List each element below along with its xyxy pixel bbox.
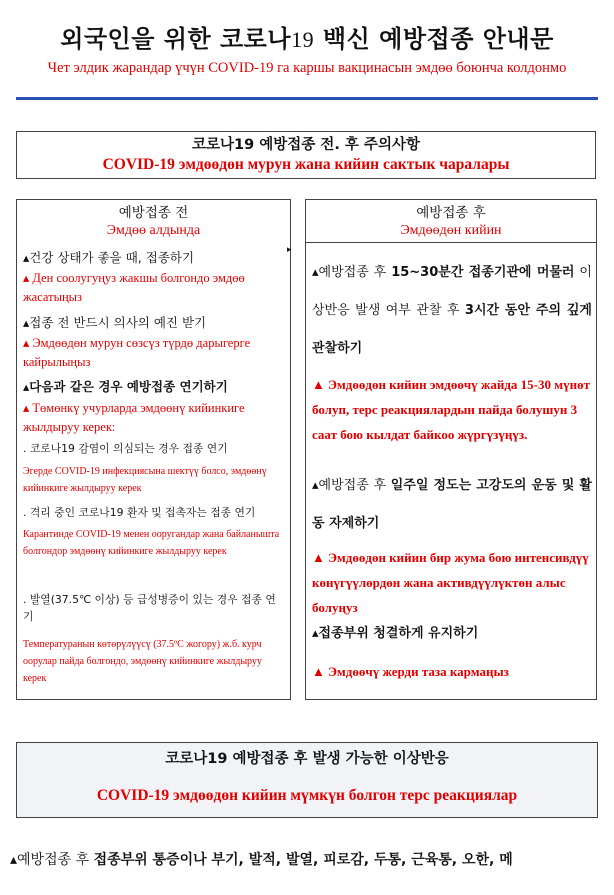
after-item-3 [312,615,592,653]
adverse-title-ko: 코로나19 예방접종 후 발생 가능한 이상반응 [165,751,449,767]
after-item-1-a: ▴예방접종 후 [312,265,392,280]
title-part-a: 외국인을 위한 코로나 [60,25,292,53]
after-item-2 [312,467,592,543]
before-head-ky: Эмдөө алдында [106,223,201,238]
title-divider [16,97,598,100]
adverse-reactions-header [16,742,598,818]
after-item-3-label: ▴접종부위 청결하게 유지하기 [312,626,479,641]
before-item-1: ▴건강 상태가 좋을 때, 접종하기 [23,250,195,265]
before-sub-3: . 발열(37.5℃ 이상) 등 급성병증이 있는 경우 접종 연기 [23,593,276,623]
precautions-title-ky: COVID-19 эмдөөдөн мурун жана кийин сактык чаралары [102,156,510,173]
after-vaccination-panel [305,199,597,700]
title-number: 19 [291,27,315,52]
after-item-1 [312,254,592,368]
after-item-2-b: 일주일 정도는 고강도의 운동 및 활동 자제하기 [312,478,592,531]
after-item-1-ky: ▲ Эмдөөдөн кийин эмдөөчү жайда 15-30 мүнөт болуп, терс реакциялардын пайда болушун 3 саат бою кылдат байкоо жүргүзүңүз. [312,377,590,442]
before-item-3: ▴다음과 같은 경우 예방접종 연기하기 [23,379,228,394]
bottom-text-a: ▴예방접종 후 [10,852,94,868]
before-vaccination-panel [16,199,291,700]
before-item-2-ky: ▴ Эмдөөдөн мурун сөзсүз түрдө дарыгерге кайрылыңыз [23,336,251,369]
before-item-3-ky: ▴ Төмөнкү учурларда эмдөөнү кийинкиге жылдыруу керек: [23,401,245,434]
title-part-b: 백신 예방접종 안내문 [314,25,554,53]
after-item-1-b: 15~30분간 접종기관에 머물러 [391,265,575,280]
bottom-text-b: 접종부위 통증이나 부기, 발적, 발열, 피로감, 두통, 근육통, 오한, 메 [93,852,513,868]
before-sub-1: . 코로나19 감염이 의심되는 경우 접종 연기 [23,442,228,455]
adverse-title-ky: COVID-19 эмдөөдөн кийин мүмкүн болгон терс реакциялар [96,787,518,804]
after-item-2-a: ▴예방접종 후 [312,478,391,493]
page-title [16,22,598,57]
after-panel-header [306,200,596,243]
before-sub-2: . 격리 중인 코로나19 환자 및 접촉자는 접종 연기 [23,506,256,519]
before-sub-2-ky: Карантинде COVID-19 менен ооругандар жана байланышта болгондор эмдөөнү кийинкиге жылдыруу керек [23,529,280,557]
after-item-2-ky: ▲ Эмдөөдөн кийин бир жума бою интенсивдүү көнүгүүлөрдөн жана активдүүлүктөн алыс болуңуз [312,550,589,615]
adverse-reactions-text [10,850,610,870]
before-sub-3-ky: Температуранын көтөрүлүүсү (37.5ºС жогору) ж.б. курч оорулар пайда болгондо, эмдөөнү кийинкиге жылдыруу керек [23,639,262,684]
after-head-ko: 예방접종 후 [416,205,486,221]
before-item-2: ▴접종 전 반드시 의사의 예진 받기 [23,315,207,330]
before-head-ko: 예방접종 전 [118,205,189,221]
after-item-1-c: 이상반응 발생 여부 관찰 후 [312,265,592,318]
before-panel-header [17,200,290,242]
after-item-3-ky: ▲ Эмдөөчү жерди таза кармаңыз [312,664,509,679]
after-item-1-d: 3시간 동안 주의 깊게 관찰하기 [312,303,592,356]
before-sub-1-ky: Эгерде COVID-19 инфекциясына шектүү болсо, эмдөөнү кийинкиге жылдыруу керек [23,466,267,494]
title-block [16,22,598,78]
side-marker: ▸ [287,245,292,255]
after-head-ky: Эмдөөдөн кийин [400,223,502,238]
page-subtitle: Чет элдик жарандар үчүн COVID-19 га каршы вакцинасын эмдөө боюнча колдонмо [47,60,567,76]
precautions-header [16,131,596,179]
before-item-1-ky: ▴ Ден соолугуңуз жакшы болгондо эмдөө жасатыңыз [23,271,245,304]
precautions-title-ko: 코로나19 예방접종 전. 후 주의사항 [192,137,420,153]
